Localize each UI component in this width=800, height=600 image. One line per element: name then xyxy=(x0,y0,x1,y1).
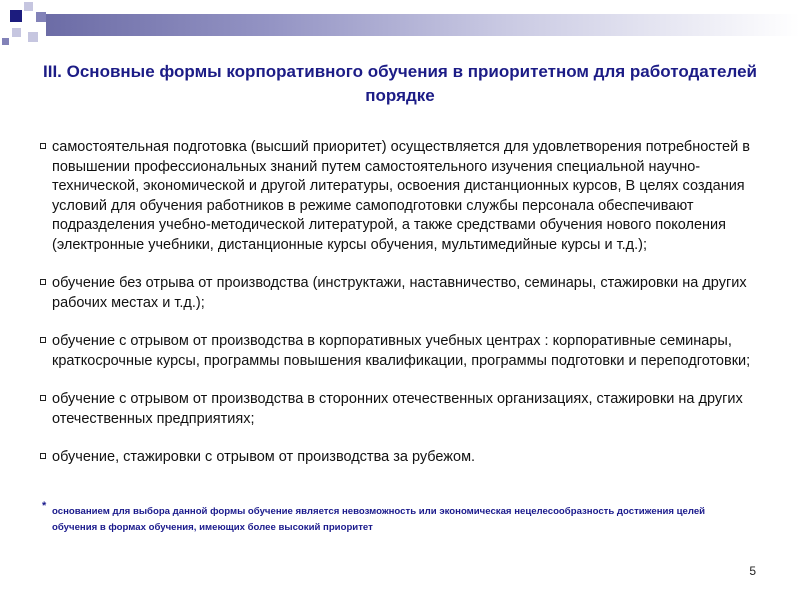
square-bullet-icon xyxy=(40,143,46,149)
list-item: обучение с отрывом от производства в корпоративных учебных центрах : корпоративные семинары, краткосрочные курсы, программы повышения квалификации, программы подготовки и переподготовки; xyxy=(40,332,770,371)
corner-decoration xyxy=(0,0,60,60)
list-item: обучение с отрывом от производства в сторонних отечественных организациях, стажировки на других отечественных предприятиях; xyxy=(40,390,770,429)
list-item: самостоятельная подготовка (высший приоритет) осуществляется для удовлетворения потребностей в повышении профессиональных знаний путем самостоятельного изучения специальной научно-технической, экономической и другой литературы, освоения дистанционных курсов, В целях создания условий для обучения работников в режиме самоподготовки службы персонала обеспечивают подразделения учебно-методической литературой, а также средствами обучения нового поколения (электронные учебники, дистанционные курсы обучения, мультимедийные курсы и т.д.); xyxy=(40,138,770,255)
decor-square-light xyxy=(12,28,21,37)
list-item: обучение, стажировки с отрывом от производства за рубежом. xyxy=(40,448,770,468)
decor-square-mid xyxy=(2,38,9,45)
decor-square-mid xyxy=(36,12,46,22)
decor-square-dark xyxy=(10,10,22,22)
footnote xyxy=(42,500,746,536)
page-number: 5 xyxy=(749,564,756,578)
footnote-text: основанием для выбора данной формы обучение является невозможность или экономическая нецелесообразность достижения целей обучения в формах обучения, имеющих более высокий приоритет xyxy=(52,506,706,533)
decor-square-light xyxy=(28,32,38,42)
slide-title: III. Основные формы корпоративного обучения в приоритетном для работодателей порядке xyxy=(43,62,757,105)
decor-square-light xyxy=(24,2,33,11)
square-bullet-icon xyxy=(40,279,46,285)
square-bullet-icon xyxy=(40,395,46,401)
header-gradient-bar xyxy=(46,14,800,36)
square-bullet-icon xyxy=(40,337,46,343)
bullet-list xyxy=(40,138,770,487)
square-bullet-icon xyxy=(40,453,46,459)
footnote-marker: * xyxy=(42,500,47,512)
list-item: обучение без отрыва от производства (инструктажи, наставничество, семинары, стажировки на других рабочих местах и т.д.); xyxy=(40,274,770,313)
